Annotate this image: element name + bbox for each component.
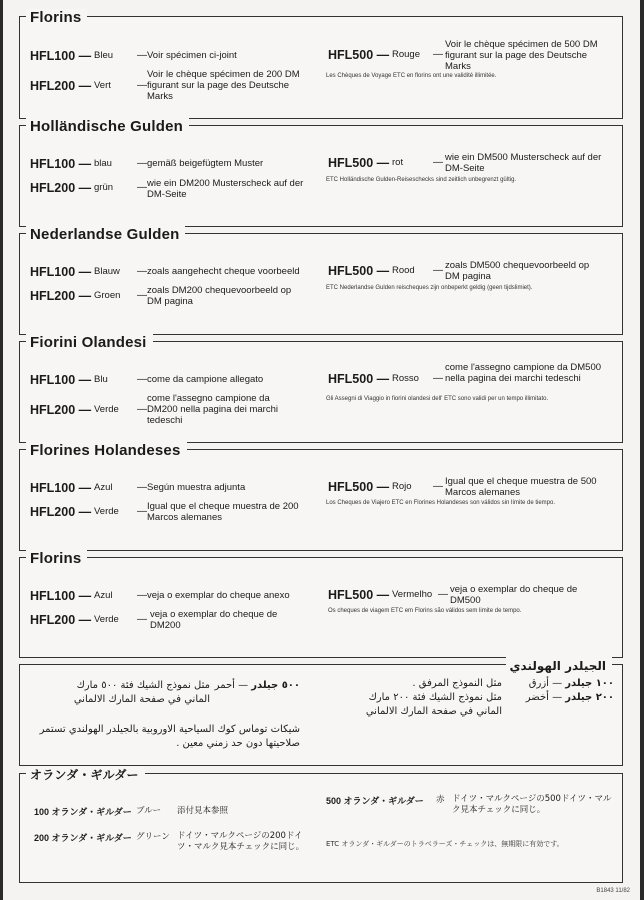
hfl500-desc: come l'assegno campione da DM500 nella pagina dei marchi tedeschi — [445, 362, 602, 384]
arabic-500-desc-2: الماني في صفحة المارك الالماني — [73, 694, 210, 705]
section-german — [19, 118, 623, 227]
dash: — — [137, 590, 147, 601]
hfl500-desc: Voir le chèque spécimen de 500 DM figurant sur la page des Deutsche Marks — [445, 39, 598, 72]
hfl500-color: Rood — [392, 265, 415, 276]
hfl200-desc: come l'assegno campione da DM200 nella pagina dei marchi tedeschi — [147, 393, 278, 426]
hfl100-code: HFL100 — — [30, 589, 92, 603]
hfl500-code: HFL500 — — [328, 264, 390, 278]
dash: — — [137, 374, 147, 385]
hfl100-desc: gemäß beigefügtem Muster — [147, 158, 264, 169]
jp-200-code: 200 オランダ・ギルダー — [34, 833, 132, 843]
validity-note: ETC Nederlandse Gulden reischeques zijn onbeperkt geldig (geen tijdslimiet). — [326, 285, 533, 291]
jp-200-desc: ドイツ・マルクページの200ドイツ・マルク見本チェックに同じ。 — [177, 831, 305, 852]
hfl500-color: rot — [392, 157, 404, 168]
hfl200-desc: wie ein DM200 Musterscheck auf der DM-Seite — [147, 178, 304, 200]
hfl500-code: HFL500 — — [328, 372, 390, 386]
validity-note: Gli Assegni di Viaggio in fiorini olandesi dell' ETC sono validi per un tempo illimitato. — [326, 396, 549, 402]
hfl200-code: HFL200 — — [30, 505, 92, 519]
arabic-100-color: — أزرق — [528, 678, 563, 689]
jp-500-color: 赤 — [436, 795, 445, 805]
dash: — — [433, 49, 443, 60]
hfl200-color: Groen — [94, 290, 121, 301]
arabic-500-row — [215, 679, 300, 693]
hfl100-color: Azul — [94, 590, 113, 601]
section-arabic — [19, 659, 623, 766]
hfl500-color: Vermelho — [392, 589, 433, 600]
hfl200-desc: Voir le chèque spécimen de 200 DM figurant sur la page des Deutsche Marks — [147, 69, 300, 102]
hfl200-color: Verde — [94, 506, 119, 517]
dash: — — [137, 182, 147, 193]
hfl500-code: HFL500 — — [328, 156, 390, 170]
arabic-200-desc-1: مثل نموذج الشيك فئة ٢٠٠ مارك — [368, 692, 502, 703]
dash: — — [137, 506, 147, 517]
dash: — — [137, 290, 147, 301]
dash: — — [137, 482, 147, 493]
jp-500-code: 500 オランダ・ギルダー — [326, 796, 424, 806]
hfl100-code: HFL100 — — [30, 481, 92, 495]
arabic-500-desc-1: مثل نموذج الشيك فئة ٥٠٠ مارك — [76, 680, 210, 691]
hfl100-desc: zoals aangehecht cheque voorbeeld — [147, 266, 300, 277]
dash: — — [137, 158, 147, 169]
hfl200-desc: zoals DM200 chequevoorbeeld op DM pagina — [147, 285, 292, 307]
dash: — — [137, 80, 147, 91]
arabic-100-code: ١٠٠ جيلدر — [565, 678, 614, 689]
hfl100-desc: Según muestra adjunta — [147, 482, 246, 493]
section-title: Holländische Gulden — [26, 118, 189, 136]
hfl200-code: HFL200 — — [30, 181, 92, 195]
arabic-100-row — [529, 677, 614, 691]
dash: — — [137, 404, 147, 415]
hfl200-code: HFL200 — — [30, 79, 92, 93]
validity-note: Los Cheques de Viajero ETC en Florines Holandeses son válidos sin límite de tiempo. — [326, 500, 556, 506]
dash: — — [433, 373, 443, 384]
section-title: Florines Holandeses — [26, 442, 187, 460]
hfl500-code: HFL500 — — [328, 48, 390, 62]
arabic-200-code: ٢٠٠ جيلدر — [565, 692, 614, 703]
arabic-200-row — [526, 691, 614, 705]
hfl100-code: HFL100 — — [30, 49, 92, 63]
hfl100-desc: Voir spécimen ci-joint — [147, 50, 237, 61]
hfl200-desc: Igual que el cheque muestra de 200 Marcos alemanes — [147, 501, 299, 523]
hfl100-code: HFL100 — — [30, 373, 92, 387]
hfl200-code: HFL200 — — [30, 289, 92, 303]
hfl100-color: blau — [94, 158, 112, 169]
dash: — — [433, 481, 443, 492]
section-french — [19, 9, 623, 119]
arabic-note-1: شيكات توماس كوك السياحية الاوروبية بالجيلدر الهولندي تستمر — [39, 724, 300, 735]
section-title: Florins — [26, 550, 87, 568]
hfl500-code: HFL500 — — [328, 588, 390, 602]
hfl200-color: Verde — [94, 614, 119, 625]
section-japanese — [19, 768, 623, 883]
hfl200-color: Vert — [94, 80, 111, 91]
arabic-100-desc: مثل النموذج المرفق . — [412, 678, 502, 689]
arabic-200-desc-2: الماني في صفحة المارك الالماني — [365, 706, 502, 717]
arabic-note-2: صلاحيتها دون حد زمني معين . — [176, 738, 300, 749]
hfl500-desc: wie ein DM500 Musterscheck auf der DM-Seite — [445, 152, 602, 174]
hfl500-desc: zoals DM500 chequevoorbeeld op DM pagina — [445, 260, 590, 282]
jp-200-color: グリーン — [136, 832, 170, 842]
dash: — — [433, 265, 443, 276]
dash: — — [137, 614, 147, 625]
hfl200-desc: veja o exemplar do cheque de DM200 — [150, 609, 278, 631]
jp-100-code: 100 オランダ・ギルダー — [34, 807, 132, 817]
hfl200-code: HFL200 — — [30, 613, 92, 627]
dash: — — [438, 589, 448, 600]
hfl100-code: HFL100 — — [30, 265, 92, 279]
dash: — — [137, 50, 147, 61]
validity-note: Os cheques de viagem ETC em Florins são válidos sem limite de tempo. — [328, 608, 522, 614]
section-portuguese — [19, 550, 623, 658]
section-title: Florins — [26, 9, 87, 27]
arabic-500-code: ٥٠٠ جيلدر — [251, 680, 300, 691]
hfl500-color: Rosso — [392, 373, 419, 384]
section-italian — [19, 334, 623, 443]
section-title-arabic: الجيلدر الهولندي — [506, 657, 612, 675]
section-spanish — [19, 442, 623, 551]
hfl100-color: Bleu — [94, 50, 114, 61]
hfl100-color: Blauw — [94, 266, 120, 277]
arabic-200-color: — أخضر — [525, 692, 563, 703]
section-title: Nederlandse Gulden — [26, 226, 185, 244]
hfl500-color: Rojo — [392, 481, 412, 492]
hfl200-color: Verde — [94, 404, 119, 415]
hfl200-code: HFL200 — — [30, 403, 92, 417]
arabic-500-color: — أحمر — [214, 680, 249, 691]
hfl100-color: Blu — [94, 374, 108, 385]
section-title: Fiorini Olandesi — [26, 334, 153, 352]
jp-100-color: ブルー — [136, 806, 162, 816]
jp-500-desc: ドイツ・マルクページの500ドイツ・マルク見本チェックに同じ。 — [452, 794, 612, 815]
hfl500-color: Rouge — [392, 49, 420, 60]
hfl100-code: HFL100 — — [30, 157, 92, 171]
jp-100-desc: 添付見本参照 — [177, 806, 229, 816]
section-dutch — [19, 226, 623, 335]
hfl500-code: HFL500 — — [328, 480, 390, 494]
hfl500-desc: veja o exemplar do cheque de DM500 — [450, 584, 578, 606]
hfl500-desc: Igual que el cheque muestra de 500 Marcos alemanes — [445, 476, 597, 498]
hfl100-desc: come da campione allegato — [147, 374, 264, 385]
hfl200-color: grün — [94, 182, 114, 193]
dash: — — [433, 157, 443, 168]
section-title-japanese: オランダ・ギルダー — [26, 766, 145, 784]
jp-note: ETC オランダ・ギルダーのトラベラーズ・チェックは、無期限に有効です。 — [326, 840, 564, 848]
dash: — — [137, 266, 147, 277]
validity-note: Les Chèques de Voyage ETC en florins ont une validité illimitée. — [326, 73, 497, 79]
hfl100-color: Azul — [94, 482, 113, 493]
validity-note: ETC Holländische Gulden-Reiseschecks sind zeitlich unbegrenzt gültig. — [326, 177, 517, 183]
hfl100-desc: veja o exemplar do cheque anexo — [147, 590, 290, 601]
print-code: B1843 11/82 — [596, 888, 630, 894]
